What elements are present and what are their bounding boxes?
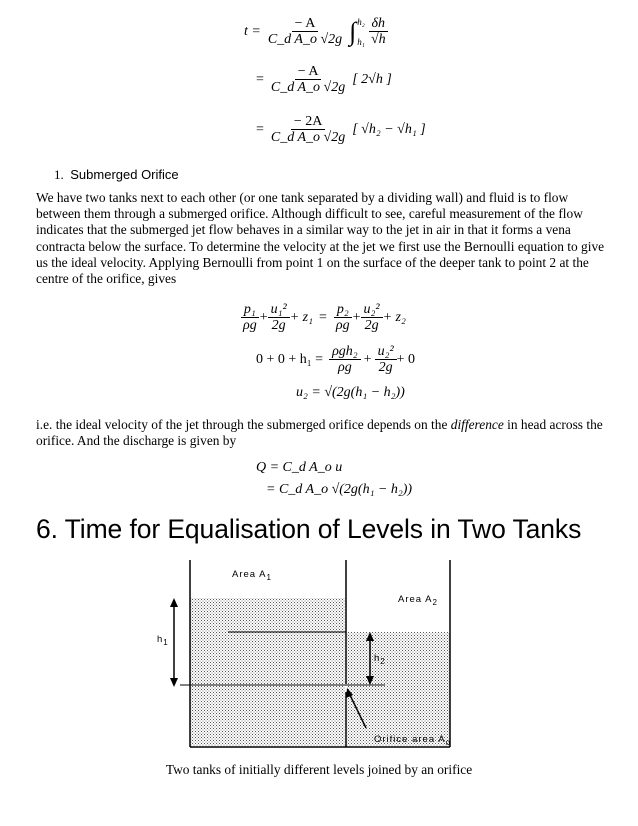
p1-term: p₁ xyxy=(241,302,259,318)
fraction-numerator: − 2A xyxy=(291,114,326,130)
equals-sign: = xyxy=(256,71,264,87)
area-a1-label: Area $A_1$ xyxy=(232,569,272,582)
u2-squared-term: u₂² xyxy=(375,344,397,360)
paragraph-difference xyxy=(36,417,608,449)
rho-g-term: ρg xyxy=(243,318,257,334)
plus-sign: + xyxy=(259,309,268,325)
z1-term: + z₁ xyxy=(289,309,313,325)
paragraph2-emphasis: difference xyxy=(450,417,504,432)
plus-sign: + xyxy=(363,351,372,367)
integral-sign: ∫ xyxy=(349,16,357,46)
difference-expression: [ √h₂ − √h₁ ] xyxy=(352,121,426,137)
integrand-numerator: δh xyxy=(369,16,389,32)
discharge-line-2: = C_d A_o √(2g(h₁ − h₂)) xyxy=(266,482,413,497)
rho-g-term: ρg xyxy=(338,360,352,376)
discharge-equation-block xyxy=(256,460,412,498)
time-equation-line-2 xyxy=(256,64,392,96)
time-equation-line-1 xyxy=(244,16,389,48)
integral-upper-limit: h₂ xyxy=(357,16,365,27)
h1-arrow-up xyxy=(170,598,178,607)
t-lhs: t = xyxy=(244,23,261,39)
zero-line-lhs: 0 + 0 + h₁ = xyxy=(256,351,324,367)
tank1-fluid xyxy=(190,598,345,746)
integrand-fraction xyxy=(368,16,389,48)
list-number: 1. xyxy=(54,167,64,182)
u1-squared-term: u₁² xyxy=(268,302,290,318)
two-g-term: 2g xyxy=(271,318,286,334)
u2-squared-term: u₂² xyxy=(361,302,383,318)
bernoulli-line-2 xyxy=(256,344,415,376)
two-tanks-diagram xyxy=(150,560,460,760)
h1-arrow-down xyxy=(170,678,178,687)
integral-lower-limit: h₁ xyxy=(357,36,365,47)
area-a2-label: Area $A_2$ xyxy=(398,594,438,607)
rho-g-term: ρg xyxy=(335,318,350,334)
rho-g-h2-term: ρgh₂ xyxy=(329,344,361,360)
fraction-numerator: − A xyxy=(295,64,322,80)
h1-label: $h_1$ xyxy=(157,634,169,647)
fraction-numerator: − A xyxy=(292,16,319,32)
bernoulli-line-1 xyxy=(240,302,406,334)
paragraph2-text-post: in head across the orifice. And the discharge is given by xyxy=(36,417,603,449)
equals-sign: = xyxy=(256,121,264,137)
list-label: Submerged Orifice xyxy=(70,167,179,182)
time-equation-block xyxy=(244,16,504,156)
integrand-denominator: √h xyxy=(370,32,386,48)
fraction-denominator: C_d A_o √2g xyxy=(267,32,343,48)
discharge-line-1: Q = C_d A_o u xyxy=(256,460,343,475)
two-g-term: 2g xyxy=(364,318,379,334)
bracket-expression: [ 2√h ] xyxy=(352,71,392,87)
p2-term: p₂ xyxy=(334,302,352,318)
integral-limits xyxy=(357,17,365,47)
fraction-denominator: C_d A_o √2g xyxy=(270,130,346,146)
orifice-label: Orifice area $A_o$ xyxy=(374,734,452,747)
equals-sign: = xyxy=(318,309,327,325)
fraction-denominator: C_d A_o √2g xyxy=(270,80,346,96)
bernoulli-line-3: u₂ = √(2g(h₁ − h₂)) xyxy=(296,385,405,400)
bernoulli-equation-block xyxy=(240,302,480,402)
coefficient-fraction-3 xyxy=(268,114,348,146)
z2-term: + z₂ xyxy=(382,309,406,325)
two-g-term: 2g xyxy=(378,360,393,376)
time-equation-line-3 xyxy=(256,114,426,146)
paragraph2-text-pre: i.e. the ideal velocity of the jet through the submerged orifice depends on the xyxy=(36,417,451,432)
h2-label: $h_2$ xyxy=(374,653,386,666)
section-list-item xyxy=(54,167,179,183)
tank2-fluid xyxy=(347,632,450,746)
plus-sign: + xyxy=(352,309,361,325)
section-heading: 6. Time for Equalisation of Levels in Two Tanks xyxy=(36,514,582,544)
plus-zero-term: + 0 xyxy=(396,351,416,367)
paragraph-submerged-orifice: We have two tanks next to each other (or one tank separated by a dividing wall) and fluid is to flow between them through a submerged orifice. Although difficult to see, careful measurement of the flow indicates that the submerged jet flow behaves in a similar way to the jet in air in that it forms a vena contracta below the surface. To determine the velocity at the jet we first use the Bernoulli equation to give us the ideal velocity. Applying Bernoulli from point 1 on the surface of the deeper tank to point 2 at the centre of the orifice, gives xyxy=(36,190,605,287)
coefficient-fraction xyxy=(265,16,345,48)
figure-caption: Two tanks of initially different levels joined by an orifice xyxy=(165,762,473,777)
coefficient-fraction-2 xyxy=(268,64,348,96)
